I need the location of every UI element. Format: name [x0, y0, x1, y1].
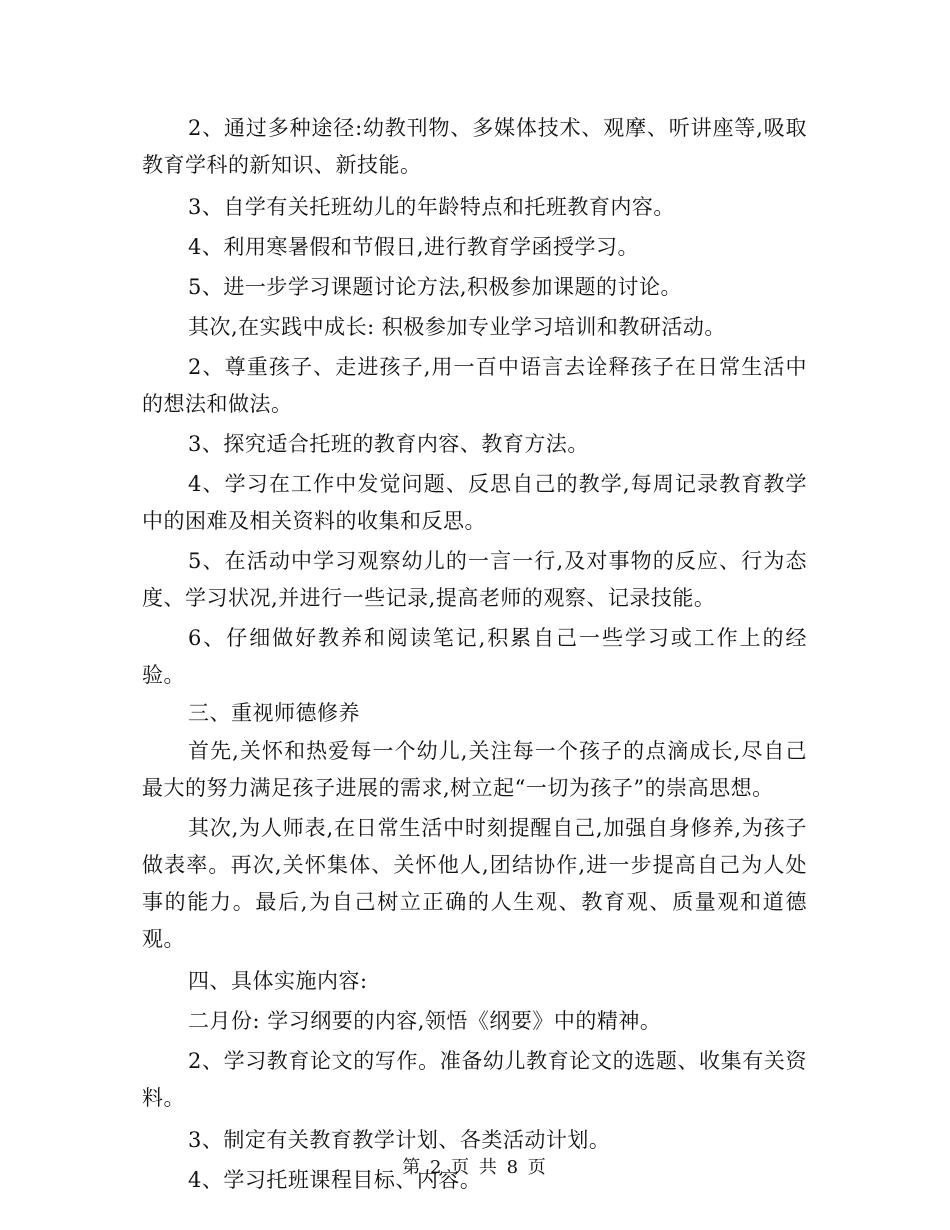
paragraph-6: 2、尊重孩子、走进孩子,用一百中语言去诠释孩子在日常生活中的想法和做法。: [142, 355, 807, 416]
paragraph-13: 二月份: 学习纲要的内容,领悟《纲要》中的精神。: [188, 1009, 662, 1033]
section-heading-4: 四、具体实施内容:: [188, 969, 368, 993]
paragraph-8: 4、学习在工作中发觉问题、反思自己的教学,每周记录教育教学中的困难及相关资料的收集和反思。: [142, 472, 807, 533]
paragraph-1: 2、通过多种途径:幼教刊物、多媒体技术、观摩、听讲座等,吸取教育学科的新知识、新技能。: [142, 116, 807, 177]
paragraph-10: 6、仔细做好教养和阅读笔记,积累自己一些学习或工作上的经验。: [142, 626, 807, 687]
paragraph-2: 3、自学有关托班幼儿的年龄特点和托班教育内容。: [188, 195, 675, 219]
paragraph-4: 5、进一步学习课题讨论方法,积极参加课题的讨论。: [188, 275, 683, 299]
section-heading-3: 三、重视师德修养: [188, 701, 360, 725]
paragraph-15: 3、制定有关教育教学计划、各类活动计划。: [188, 1128, 611, 1152]
paragraph-16: 4、学习托班课程目标、内容。: [188, 1168, 482, 1192]
paragraph-9: 5、在活动中学习观察幼儿的一言一行,及对事物的反应、行为态度、学习状况,并进行一些记录,提高老师的观察、记录技能。: [142, 549, 807, 610]
paragraph-5: 其次,在实践中成长: 积极参加专业学习培训和教研活动。: [188, 315, 726, 339]
page-number-footer: 第 2 页 共 8 页: [402, 1157, 548, 1178]
document-body: [142, 110, 807, 1199]
paragraph-7: 3、探究适合托班的教育内容、教育方法。: [188, 432, 589, 456]
paragraph-12: 其次,为人师表,在日常生活中时刻提醒自己,加强自身修养,为孩子做表率。再次,关怀集体、关怀他人,团结协作,进一步提高自己为人处事的能力。最后,为自己树立正确的人生观、教育观、质量观和道德观。: [142, 816, 807, 951]
paragraph-14: 2、学习教育论文的写作。准备幼儿教育论文的选题、收集有关资料。: [142, 1049, 807, 1110]
paragraph-11: 首先,关怀和热爱每一个幼儿,关注每一个孩子的点滴成长,尽自己最大的努力满足孩子进展的需求,树立起“一切为孩子”的崇高思想。: [142, 739, 807, 800]
paragraph-3: 4、利用寒暑假和节假日,进行教育学函授学习。: [188, 235, 640, 259]
